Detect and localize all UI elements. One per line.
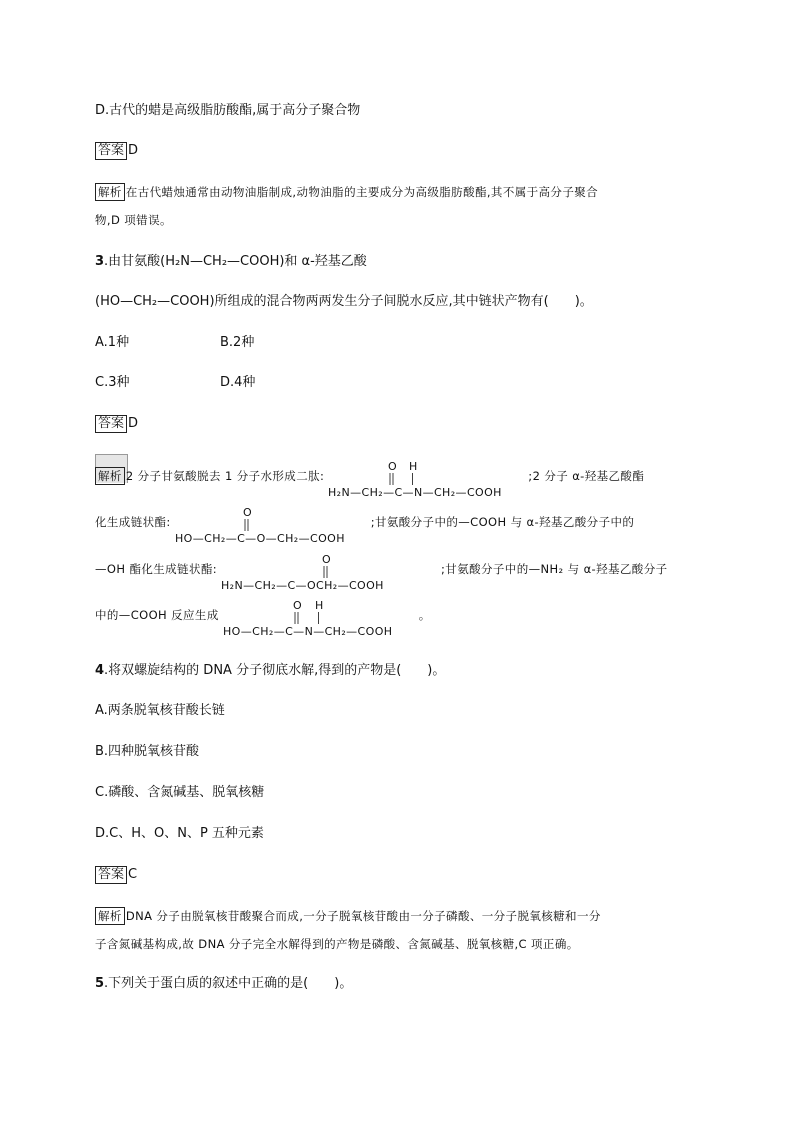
- analysis-text: 化生成链状酯:: [95, 515, 171, 529]
- q3-option-c: C.3种: [95, 375, 130, 390]
- q4-option-b: B.四种脱氧核苷酸: [95, 744, 200, 759]
- dipeptide-structure: [328, 459, 524, 499]
- amide-structure: [223, 598, 415, 638]
- q3-answer: [95, 415, 138, 433]
- prev-analysis-line2: 物,D 项错误。: [95, 213, 172, 227]
- q3-analysis-line2: [95, 499, 634, 545]
- q3-stem-text: .由甘氨酸(H₂N—CH₂—COOH)和 α-羟基乙酸: [104, 254, 367, 269]
- formula-main: H₂N—CH₂—C—N—CH₂—COOH: [328, 486, 503, 499]
- q3-analysis-line4: [95, 592, 431, 638]
- answer-label: 答案: [95, 866, 127, 884]
- analysis-text: DNA 分子由脱氧核苷酸聚合而成,一分子脱氧核苷酸由一分子磷酸、一分子脱氧核糖和一分: [125, 909, 601, 923]
- q3-number: 3: [95, 254, 105, 269]
- q3-stem-line2: (HO—CH₂—COOH)所组成的混合物两两发生分子间脱水反应,其中链状产物有( )。: [95, 294, 593, 309]
- formula-main: HO—CH₂—C—O—CH₂—COOH: [174, 532, 345, 545]
- answer-value: D: [128, 416, 139, 431]
- q4-number: 4: [95, 663, 105, 678]
- ester-structure-1: [175, 505, 367, 545]
- carbonyl-o: O: [322, 553, 332, 566]
- answer-value: C: [128, 867, 138, 882]
- q5-stem: [95, 975, 352, 993]
- analysis-text: ;甘氨酸分子中的—NH₂ 与 α-羟基乙酸分子: [441, 562, 668, 576]
- analysis-text: 。: [418, 608, 431, 622]
- prev-analysis-line1: [95, 183, 598, 201]
- q4-analysis-line1: [95, 907, 601, 925]
- q5-number: 5: [95, 976, 105, 991]
- q4-analysis-line2: 子含氮碱基构成,故 DNA 分子完全水解得到的产物是磷酸、含氮碱基、脱氧核糖,C 项正确。: [95, 937, 579, 951]
- q5-stem-text: .下列关于蛋白质的叙述中正确的是( )。: [104, 976, 353, 991]
- q4-stem: [95, 662, 445, 680]
- amide-h: H: [409, 460, 418, 473]
- q4-stem-text: .将双螺旋结构的 DNA 分子彻底水解,得到的产物是( )。: [104, 663, 446, 678]
- q4-option-c: C.磷酸、含氮碱基、脱氧核糖: [95, 785, 265, 800]
- answer-label: 答案: [95, 142, 127, 160]
- analysis-label: 解析: [95, 907, 125, 925]
- carbonyl-o: O: [388, 460, 398, 473]
- q3-analysis-line3: [95, 546, 668, 592]
- ester-structure-2: [221, 552, 437, 592]
- carbonyl-o: O: [242, 506, 252, 519]
- prev-answer: [95, 142, 138, 160]
- formula-main: H₂N—CH₂—C—OCH₂—COOH: [221, 579, 384, 592]
- analysis-text: 2 分子甘氨酸脱去 1 分子水形成二肽:: [125, 469, 325, 483]
- q3-stem-line1: [95, 253, 367, 271]
- q4-option-a: A.两条脱氧核苷酸长链: [95, 703, 225, 718]
- analysis-text: ;2 分子 α-羟基乙酸酯: [528, 469, 645, 483]
- analysis-label: 解析: [95, 467, 125, 485]
- prev-option-d: D.古代的蜡是高级脂肪酸酯,属于高分子聚合物: [95, 103, 361, 118]
- q3-option-b: B.2种: [220, 335, 255, 350]
- q4-option-d: D.C、H、O、N、P 五种元素: [95, 826, 264, 841]
- q3-option-d: D.4种: [220, 375, 256, 390]
- analysis-text: 在古代蜡烛通常由动物油脂制成,动物油脂的主要成分为高级脂肪酸酯,其不属于高分子聚合: [125, 185, 599, 199]
- q4-answer: [95, 866, 137, 884]
- formula-main: HO—CH₂—C—N—CH₂—COOH: [222, 625, 393, 638]
- analysis-text: —OH 酯化生成链状酯:: [95, 562, 218, 576]
- analysis-label: 解析: [95, 183, 125, 201]
- amide-h: H: [314, 599, 324, 612]
- q3-option-a: A.1种: [95, 335, 130, 350]
- analysis-text: 中的—COOH 反应生成: [95, 608, 219, 622]
- q3-analysis-line1: [95, 453, 644, 499]
- analysis-text: ;甘氨酸分子中的—COOH 与 α-羟基乙酸分子中的: [370, 515, 635, 529]
- carbonyl-o: O: [292, 599, 302, 612]
- answer-label: 答案: [95, 415, 127, 433]
- answer-value: D: [128, 143, 139, 158]
